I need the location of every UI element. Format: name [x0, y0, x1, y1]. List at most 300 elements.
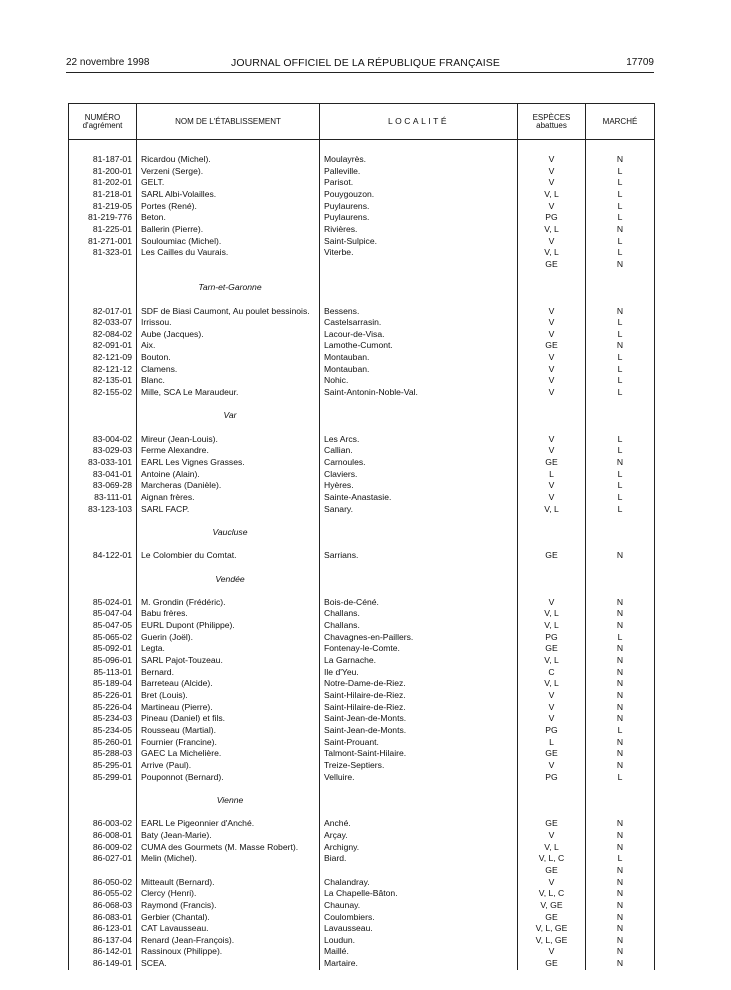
locality: Montauban.: [320, 364, 518, 376]
locality: [320, 259, 518, 271]
spacer-cell: [586, 539, 655, 551]
agrement-number: 86-123-01: [69, 923, 137, 935]
table-row: [69, 818, 655, 830]
species: V: [518, 434, 586, 446]
market: N: [586, 608, 655, 620]
locality: Callian.: [320, 445, 518, 457]
agrement-number: 85-226-04: [69, 702, 137, 714]
department-heading: Vienne: [137, 795, 320, 807]
empty-cell: [586, 795, 655, 807]
locality: Saint-Jean-de-Monts.: [320, 713, 518, 725]
establishment-name: Ballerin (Pierre).: [137, 224, 320, 236]
establishment-name: Bouton.: [137, 352, 320, 364]
agrement-number: 85-189-04: [69, 678, 137, 690]
empty-cell: [320, 574, 518, 586]
species: V: [518, 760, 586, 772]
locality: Pouygouzon.: [320, 189, 518, 201]
species: PG: [518, 772, 586, 784]
agrement-number: 83-033-101: [69, 457, 137, 469]
locality: Saint-Prouant.: [320, 737, 518, 749]
table-row: [69, 306, 655, 318]
table-row: [69, 958, 655, 970]
species: V: [518, 702, 586, 714]
market: L: [586, 375, 655, 387]
agrement-number: 81-225-01: [69, 224, 137, 236]
species: GE: [518, 865, 586, 877]
locality: Montauban.: [320, 352, 518, 364]
locality: Puylaurens.: [320, 201, 518, 213]
market: N: [586, 912, 655, 924]
locality: Ile d'Yeu.: [320, 667, 518, 679]
market: L: [586, 189, 655, 201]
spacer-row: [69, 807, 655, 819]
establishment-name: Marcheras (Danièle).: [137, 480, 320, 492]
establishment-name: Les Cailles du Vaurais.: [137, 247, 320, 259]
col-header-localite: LOCALITÉ: [320, 104, 518, 140]
empty-cell: [69, 795, 137, 807]
agrement-number: 85-226-01: [69, 690, 137, 702]
table-row: [69, 690, 655, 702]
locality: Saint-Antonin-Noble-Val.: [320, 387, 518, 399]
species: V: [518, 166, 586, 178]
table-row: [69, 923, 655, 935]
market: L: [586, 632, 655, 644]
species: GE: [518, 958, 586, 970]
species: V, L: [518, 842, 586, 854]
species: V, GE: [518, 900, 586, 912]
table-row: [69, 853, 655, 865]
locality: Lacour-de-Visa.: [320, 329, 518, 341]
market: N: [586, 667, 655, 679]
empty-cell: [586, 574, 655, 586]
establishment-name: Antoine (Alain).: [137, 469, 320, 481]
species: V, L: [518, 655, 586, 667]
table-row: [69, 259, 655, 271]
species: L: [518, 469, 586, 481]
species: V: [518, 177, 586, 189]
species: V: [518, 154, 586, 166]
agrement-number: 81-187-01: [69, 154, 137, 166]
species: GE: [518, 912, 586, 924]
table-body: [69, 140, 655, 970]
empty-cell: [69, 527, 137, 539]
table-row: [69, 247, 655, 259]
locality: Velluire.: [320, 772, 518, 784]
market: N: [586, 865, 655, 877]
spacer-cell: [586, 140, 655, 155]
establishment-name: Fournier (Francine).: [137, 737, 320, 749]
species: V: [518, 492, 586, 504]
spacer-cell: [320, 271, 518, 283]
spacer-cell: [137, 539, 320, 551]
agrement-number: 83-111-01: [69, 492, 137, 504]
col-header-especes-line1: ESPÈCES: [532, 112, 571, 122]
species: V: [518, 375, 586, 387]
locality: Saint-Hilaire-de-Riez.: [320, 690, 518, 702]
spacer-row: [69, 271, 655, 283]
locality: Carnoules.: [320, 457, 518, 469]
table-row: [69, 236, 655, 248]
department-heading: Var: [137, 410, 320, 422]
agrement-number: 85-047-04: [69, 608, 137, 620]
spacer-cell: [586, 783, 655, 795]
establishment-name: Blanc.: [137, 375, 320, 387]
market: N: [586, 224, 655, 236]
species: V, L, C: [518, 888, 586, 900]
establishment-name: Aube (Jacques).: [137, 329, 320, 341]
spacer-cell: [137, 585, 320, 597]
locality: Arçay.: [320, 830, 518, 842]
spacer-cell: [518, 562, 586, 574]
locality: Chaunay.: [320, 900, 518, 912]
table-header-row: [69, 104, 655, 140]
agrement-number: 85-065-02: [69, 632, 137, 644]
spacer-cell: [586, 399, 655, 411]
table-row: [69, 445, 655, 457]
table-row: [69, 201, 655, 213]
spacer-cell: [518, 140, 586, 155]
species: GE: [518, 550, 586, 562]
table-row: [69, 317, 655, 329]
agrement-number: 82-033-07: [69, 317, 137, 329]
locality: Saint-Sulpice.: [320, 236, 518, 248]
market: N: [586, 818, 655, 830]
establishment-name: M. Grondin (Frédéric).: [137, 597, 320, 609]
locality: Castelsarrasin.: [320, 317, 518, 329]
spacer-cell: [69, 140, 137, 155]
spacer-row: [69, 539, 655, 551]
table-row: [69, 865, 655, 877]
empty-cell: [320, 527, 518, 539]
spacer-cell: [69, 783, 137, 795]
empty-cell: [69, 410, 137, 422]
agrement-number: 85-299-01: [69, 772, 137, 784]
locality: Challans.: [320, 608, 518, 620]
spacer-row: [69, 422, 655, 434]
market: L: [586, 772, 655, 784]
market: N: [586, 457, 655, 469]
table-row: [69, 177, 655, 189]
species: V: [518, 445, 586, 457]
market: N: [586, 842, 655, 854]
market: L: [586, 434, 655, 446]
market: N: [586, 655, 655, 667]
market: L: [586, 492, 655, 504]
locality: Maillé.: [320, 946, 518, 958]
agrement-number: [69, 865, 137, 877]
agrement-number: 86-083-01: [69, 912, 137, 924]
table-row: [69, 189, 655, 201]
species: V: [518, 877, 586, 889]
table-row: [69, 946, 655, 958]
table-row: [69, 608, 655, 620]
table-row: [69, 912, 655, 924]
market: N: [586, 737, 655, 749]
establishment-name: Melin (Michel).: [137, 853, 320, 865]
agrement-number: 83-041-01: [69, 469, 137, 481]
establishment-name: Clamens.: [137, 364, 320, 376]
establishments-table: [68, 103, 655, 970]
table-row: [69, 166, 655, 178]
table-row: [69, 748, 655, 760]
table-row: [69, 224, 655, 236]
col-header-numero: [69, 104, 137, 140]
empty-cell: [518, 410, 586, 422]
table-row: [69, 667, 655, 679]
market: N: [586, 830, 655, 842]
journal-title: JOURNAL OFFICIEL DE LA RÉPUBLIQUE FRANÇAISE: [231, 57, 500, 69]
establishment-name: Portes (René).: [137, 201, 320, 213]
locality: Palleville.: [320, 166, 518, 178]
agrement-number: 85-234-05: [69, 725, 137, 737]
spacer-cell: [137, 399, 320, 411]
market: N: [586, 748, 655, 760]
locality: Archigny.: [320, 842, 518, 854]
table-row: [69, 154, 655, 166]
market: N: [586, 713, 655, 725]
locality: Sainte-Anastasie.: [320, 492, 518, 504]
agrement-number: 83-069-28: [69, 480, 137, 492]
locality: La Garnache.: [320, 655, 518, 667]
establishment-name: Bernard.: [137, 667, 320, 679]
locality: Coulombiers.: [320, 912, 518, 924]
spacer-cell: [320, 585, 518, 597]
table-row: [69, 760, 655, 772]
spacer-cell: [518, 807, 586, 819]
department-heading: Tarn-et-Garonne: [137, 282, 320, 294]
agrement-number: 86-009-02: [69, 842, 137, 854]
locality: Les Arcs.: [320, 434, 518, 446]
market: N: [586, 900, 655, 912]
species: V: [518, 236, 586, 248]
market: L: [586, 236, 655, 248]
establishment-name: GELT.: [137, 177, 320, 189]
establishment-name: Beton.: [137, 212, 320, 224]
page-number: 17709: [626, 57, 654, 68]
spacer-cell: [518, 294, 586, 306]
establishment-name: SARL Pajot-Touzeau.: [137, 655, 320, 667]
establishment-name: Clercy (Henri).: [137, 888, 320, 900]
locality: Chavagnes-en-Paillers.: [320, 632, 518, 644]
establishment-name: Rassinoux (Philippe).: [137, 946, 320, 958]
spacer-cell: [586, 562, 655, 574]
locality: La Chapelle-Bâton.: [320, 888, 518, 900]
table-row: [69, 632, 655, 644]
spacer-cell: [137, 562, 320, 574]
agrement-number: 85-024-01: [69, 597, 137, 609]
locality: Bois-de-Céné.: [320, 597, 518, 609]
table-row: [69, 480, 655, 492]
table-row: [69, 935, 655, 947]
market: L: [586, 445, 655, 457]
agrement-number: 84-122-01: [69, 550, 137, 562]
establishment-name: Mireur (Jean-Louis).: [137, 434, 320, 446]
species: PG: [518, 632, 586, 644]
table-row: [69, 900, 655, 912]
table-row: [69, 434, 655, 446]
agrement-number: 86-068-03: [69, 900, 137, 912]
spacer-cell: [518, 515, 586, 527]
market: N: [586, 550, 655, 562]
locality: Claviers.: [320, 469, 518, 481]
locality: Lavausseau.: [320, 923, 518, 935]
table-row: [69, 492, 655, 504]
market: L: [586, 364, 655, 376]
agrement-number: 81-219-05: [69, 201, 137, 213]
species: V: [518, 713, 586, 725]
page-date: 22 novembre 1998: [66, 57, 150, 68]
table-row: [69, 550, 655, 562]
market: L: [586, 329, 655, 341]
establishment-name: SCEA.: [137, 958, 320, 970]
market: L: [586, 725, 655, 737]
spacer-cell: [586, 294, 655, 306]
table-row: [69, 457, 655, 469]
table-row: [69, 212, 655, 224]
species: V, L: [518, 224, 586, 236]
species: V: [518, 387, 586, 399]
col-header-numero-line1: NUMÉRO: [84, 112, 121, 122]
market: L: [586, 201, 655, 213]
species: GE: [518, 818, 586, 830]
species: GE: [518, 643, 586, 655]
species: V, L: [518, 189, 586, 201]
species: V, L: [518, 620, 586, 632]
table-row: [69, 678, 655, 690]
establishment-name: Gerbier (Chantal).: [137, 912, 320, 924]
spacer-cell: [518, 422, 586, 434]
establishment-name: Pineau (Daniel) et fils.: [137, 713, 320, 725]
establishment-name: SARL FACP.: [137, 504, 320, 516]
species: V: [518, 480, 586, 492]
species: L: [518, 737, 586, 749]
market: N: [586, 597, 655, 609]
spacer-cell: [320, 399, 518, 411]
spacer-cell: [137, 140, 320, 155]
table-row: [69, 620, 655, 632]
market: L: [586, 853, 655, 865]
locality: Bessens.: [320, 306, 518, 318]
establishment-name: Rousseau (Martial).: [137, 725, 320, 737]
species: V: [518, 201, 586, 213]
agrement-number: 85-092-01: [69, 643, 137, 655]
empty-cell: [586, 410, 655, 422]
establishment-name: Verzeni (Serge).: [137, 166, 320, 178]
locality: Biard.: [320, 853, 518, 865]
market: L: [586, 387, 655, 399]
spacer-row: [69, 515, 655, 527]
agrement-number: 85-295-01: [69, 760, 137, 772]
establishment-name: Raymond (Francis).: [137, 900, 320, 912]
market: N: [586, 760, 655, 772]
spacer-cell: [69, 422, 137, 434]
market: L: [586, 247, 655, 259]
agrement-number: 86-055-02: [69, 888, 137, 900]
establishment-name: Guerin (Joël).: [137, 632, 320, 644]
species: V, L: [518, 608, 586, 620]
empty-cell: [518, 574, 586, 586]
locality: Challans.: [320, 620, 518, 632]
establishment-name: SDF de Biasi Caumont, Au poulet bessinois.: [137, 306, 320, 318]
table-row: [69, 329, 655, 341]
spacer-cell: [518, 399, 586, 411]
table-row: [69, 352, 655, 364]
spacer-cell: [69, 271, 137, 283]
spacer-cell: [320, 422, 518, 434]
spacer-cell: [137, 422, 320, 434]
market: N: [586, 888, 655, 900]
spacer-cell: [137, 271, 320, 283]
spacer-cell: [320, 807, 518, 819]
species: V: [518, 597, 586, 609]
table-row: [69, 375, 655, 387]
spacer-row: [69, 294, 655, 306]
empty-cell: [586, 282, 655, 294]
establishment-name: Mille, SCA Le Maraudeur.: [137, 387, 320, 399]
agrement-number: 83-123-103: [69, 504, 137, 516]
locality: Chalandray.: [320, 877, 518, 889]
spacer-cell: [137, 294, 320, 306]
spacer-cell: [586, 807, 655, 819]
empty-cell: [69, 282, 137, 294]
locality: Nohic.: [320, 375, 518, 387]
locality: Puylaurens.: [320, 212, 518, 224]
table-row: [69, 842, 655, 854]
species: V: [518, 317, 586, 329]
agrement-number: 85-288-03: [69, 748, 137, 760]
table-row: [69, 702, 655, 714]
agrement-number: 82-017-01: [69, 306, 137, 318]
market: N: [586, 690, 655, 702]
market: L: [586, 317, 655, 329]
species: V: [518, 946, 586, 958]
agrement-number: 83-029-03: [69, 445, 137, 457]
locality: Notre-Dame-de-Riez.: [320, 678, 518, 690]
establishment-name: Ferme Alexandre.: [137, 445, 320, 457]
establishment-name: GAEC La Michelière.: [137, 748, 320, 760]
spacer-row: [69, 585, 655, 597]
agrement-number: 85-047-05: [69, 620, 137, 632]
spacer-cell: [69, 539, 137, 551]
empty-cell: [69, 574, 137, 586]
locality: Lamothe-Cumont.: [320, 340, 518, 352]
spacer-cell: [69, 807, 137, 819]
market: N: [586, 958, 655, 970]
agrement-number: 85-234-03: [69, 713, 137, 725]
market: L: [586, 177, 655, 189]
spacer-cell: [320, 140, 518, 155]
market: N: [586, 946, 655, 958]
species: GE: [518, 259, 586, 271]
locality: Viterbe.: [320, 247, 518, 259]
spacer-cell: [320, 294, 518, 306]
locality: Parisot.: [320, 177, 518, 189]
col-header-numero-line2: d'agrément: [82, 120, 123, 130]
locality: Sarrians.: [320, 550, 518, 562]
establishment-name: Pouponnot (Bernard).: [137, 772, 320, 784]
empty-cell: [518, 282, 586, 294]
locality: Treize-Septiers.: [320, 760, 518, 772]
species: GE: [518, 457, 586, 469]
establishment-name: Le Colombier du Comtat.: [137, 550, 320, 562]
establishment-name: Martineau (Pierre).: [137, 702, 320, 714]
spacer-cell: [137, 807, 320, 819]
agrement-number: 85-113-01: [69, 667, 137, 679]
market: L: [586, 212, 655, 224]
agrement-number: 83-004-02: [69, 434, 137, 446]
spacer-cell: [320, 783, 518, 795]
spacer-cell: [69, 585, 137, 597]
